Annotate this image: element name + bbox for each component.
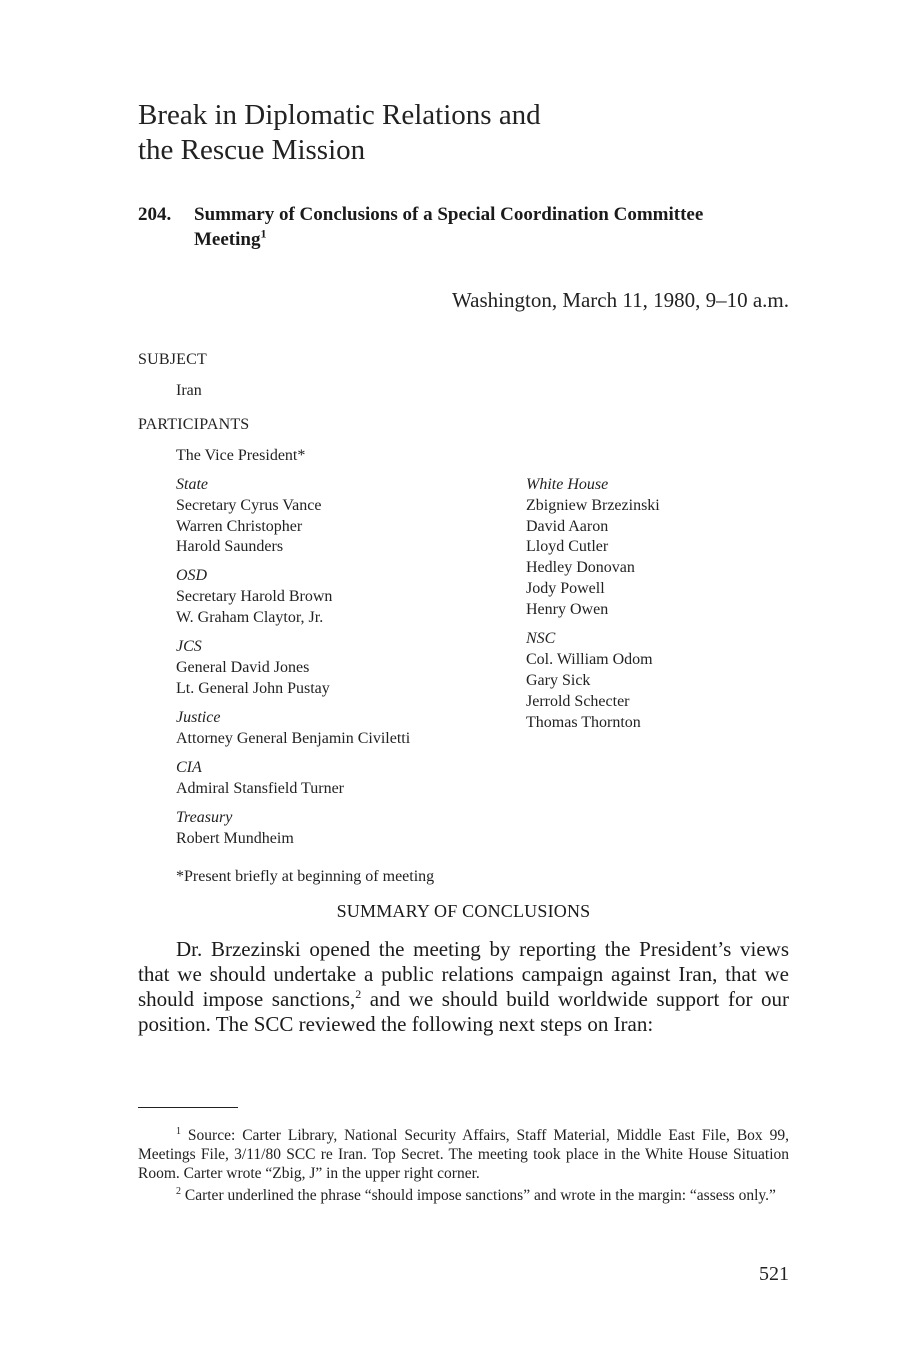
- participant-name: Col. William Odom: [526, 651, 653, 668]
- participant-name: Robert Mundheim: [176, 830, 294, 847]
- participant-name: Hedley Donovan: [526, 559, 635, 576]
- document-number: 204.: [138, 204, 172, 225]
- group-label-jcs: JCS: [176, 638, 202, 655]
- document-title-text: Summary of Conclusions of a Special Coordination Committee Meeting: [194, 204, 704, 250]
- participant-name: Jerrold Schecter: [526, 693, 630, 710]
- participant-name: David Aaron: [526, 518, 609, 535]
- participants-note: *Present briefly at beginning of meeting: [176, 868, 435, 885]
- participant-name: Lloyd Cutler: [526, 538, 609, 555]
- page-number: 521: [759, 1263, 789, 1285]
- footnote-text: Source: Carter Library, National Security Affairs, Staff Material, Middle East File, Box 99, Meetings File, 3/11/80 SCC re Iran. Top Secret. The meeting took place in the White House Situation Room. Carter wrote “Zbig, J” in the upper right corner.: [138, 1127, 789, 1182]
- chapter-title-line-1: Break in Diplomatic Relations and: [138, 99, 541, 131]
- participant-name: Harold Saunders: [176, 538, 284, 555]
- subject-value: Iran: [176, 382, 202, 399]
- chapter-title-line-2: the Rescue Mission: [138, 134, 366, 166]
- participants-label: PARTICIPANTS: [138, 416, 250, 433]
- group-label-nsc: NSC: [526, 630, 556, 647]
- participant-name: Henry Owen: [526, 601, 609, 618]
- footnote-1: [138, 1126, 789, 1183]
- footnote-number: 2: [176, 1185, 181, 1197]
- group-label-osd: OSD: [176, 567, 208, 584]
- group-label-state: State: [176, 476, 208, 493]
- footnote-number: 1: [176, 1125, 181, 1137]
- chapter-title: [138, 98, 738, 168]
- summary-heading: SUMMARY OF CONCLUSIONS: [336, 901, 591, 921]
- group-label-white-house: White House: [526, 476, 609, 493]
- participant-name: Lt. General John Pustay: [176, 680, 330, 697]
- footnote-ref-1: 1: [260, 226, 267, 241]
- footnote-2: [138, 1186, 789, 1205]
- participant-name: Secretary Harold Brown: [176, 588, 333, 605]
- participant-name: Admiral Stansfield Turner: [176, 780, 344, 797]
- participant-name: Jody Powell: [526, 580, 605, 597]
- summary-text-2: and we should build worldwide support for our position. The SCC reviewed the following next steps on Iran:: [138, 987, 789, 1036]
- dateline: Washington, March 11, 1980, 9–10 a.m.: [452, 288, 789, 312]
- subject-label: SUBJECT: [138, 351, 207, 368]
- participant-name: Zbigniew Brzezinski: [526, 497, 660, 514]
- summary-text-1: Dr. Brzezinski opened the meeting by reporting the President’s views that we should undertake a public relations campaign against Iran, that we should impose sanctions,: [138, 937, 789, 1011]
- group-label-treasury: Treasury: [176, 809, 233, 826]
- participant-name: Warren Christopher: [176, 518, 303, 535]
- participant-name: Secretary Cyrus Vance: [176, 497, 322, 514]
- participant-name: Attorney General Benjamin Civiletti: [176, 730, 411, 747]
- footnote-text: Carter underlined the phrase “should impose sanctions” and wrote in the margin: “assess only.”: [181, 1187, 776, 1204]
- participant-name: Gary Sick: [526, 672, 591, 689]
- footnote-ref-2: 2: [355, 987, 362, 1001]
- participant-name: General David Jones: [176, 659, 310, 676]
- group-label-justice: Justice: [176, 709, 221, 726]
- participants-lead: The Vice President*: [176, 447, 306, 464]
- summary-paragraph: [138, 937, 789, 1037]
- group-label-cia: CIA: [176, 759, 202, 776]
- participant-name: W. Graham Claytor, Jr.: [176, 609, 324, 626]
- footnote-divider: [138, 1107, 238, 1108]
- document-title: [194, 202, 754, 252]
- participant-name: Thomas Thornton: [526, 714, 641, 731]
